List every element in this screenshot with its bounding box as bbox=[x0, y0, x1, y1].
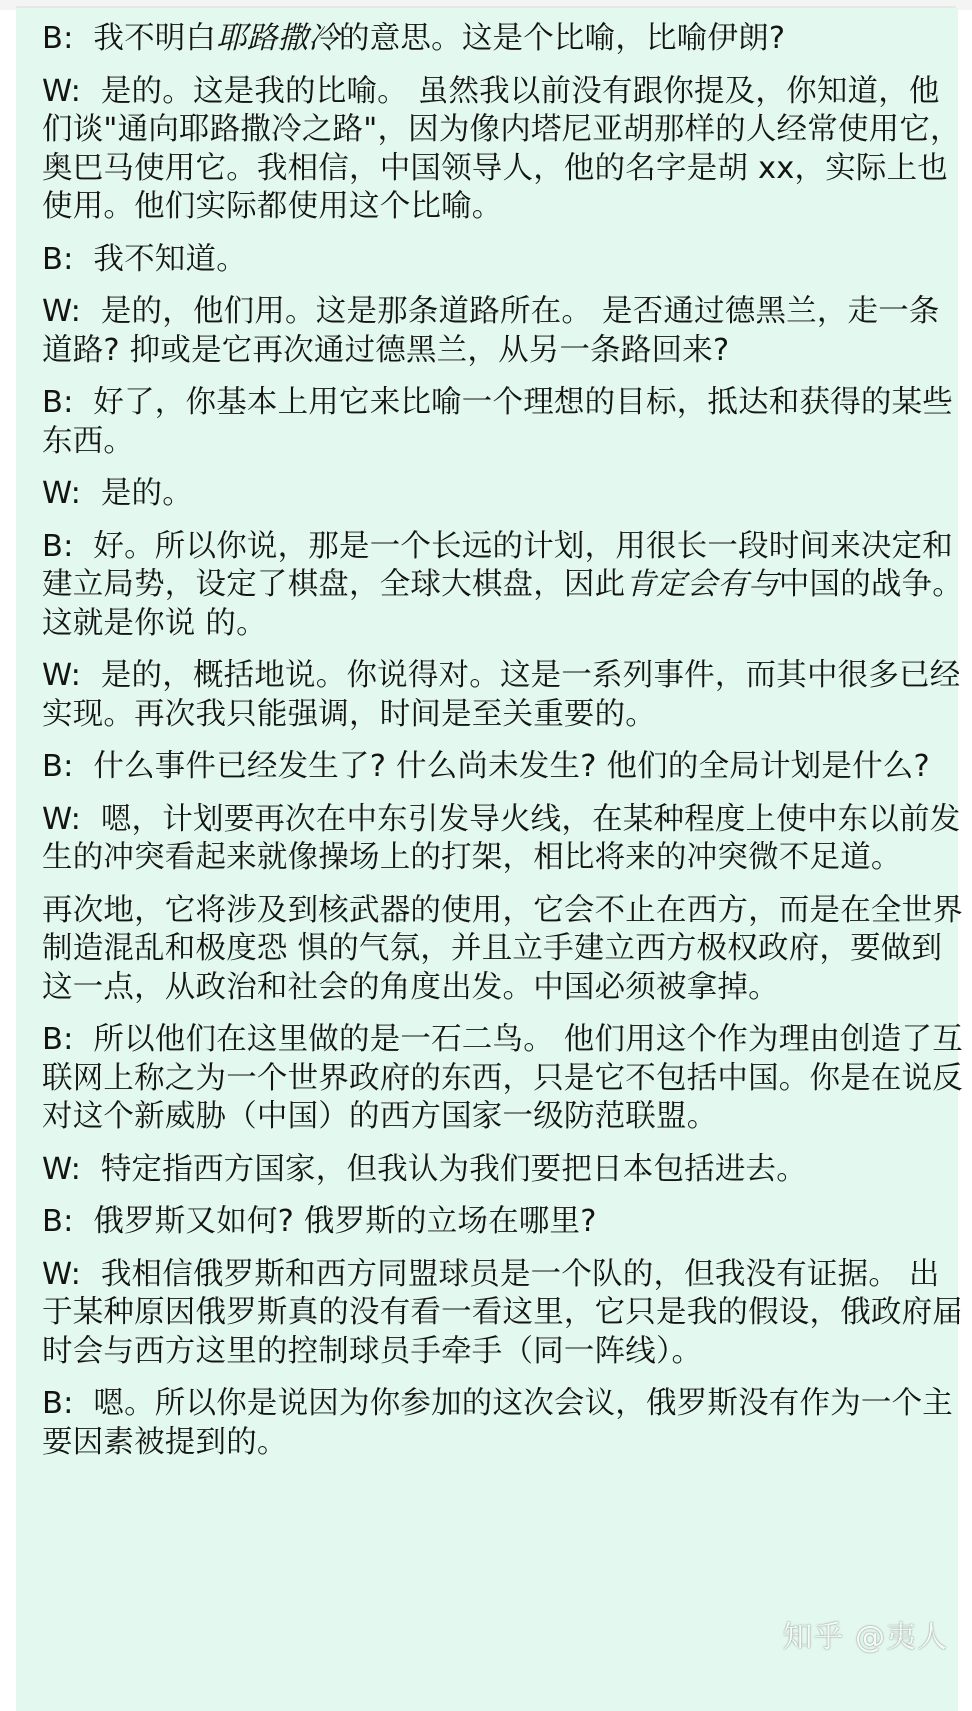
transcript-paragraph bbox=[42, 241, 968, 280]
paragraph-text: 好了，你基本上用它来比喻一个理想的目标，抵达和获得的某些东西。 bbox=[42, 385, 954, 459]
speaker-label: B: bbox=[42, 749, 74, 784]
speaker-label: W: bbox=[42, 658, 82, 693]
transcript-paragraph bbox=[42, 475, 968, 514]
paragraph-text: 再次地，它将涉及到核武器的使用，它会不止在西方，而是在全世界制造混乱和极度恐 惧的气氛，并且立手建立西方极权政府，要做到这一点，从政治和社会的角度出发。中国必须被拿掉。 bbox=[42, 892, 963, 1005]
paragraph-text: 什么事件已经发生了? 什么尚未发生? 他们的全局计划是什么? bbox=[93, 749, 930, 784]
paragraph-text: 特定指西方国家，但我认为我们要把日本包括进去。 bbox=[100, 1151, 807, 1187]
transcript-paragraph bbox=[42, 528, 968, 644]
paragraph-text: 是的。 bbox=[100, 476, 193, 511]
transcript-paragraph bbox=[42, 1151, 968, 1190]
emphasized-text: 肯定会有与 bbox=[625, 567, 779, 602]
paragraph-text: 我相信俄罗斯和西方同盟球员是一个队的，但我没有证据。 出于某种原因俄罗斯真的没有看一看这里，它只是我的假设，俄政府届时会与西方这里的控制球员手牵手（同一阵线）。 bbox=[42, 1256, 963, 1369]
paragraph-text: 所以他们在这里做的是一石二鸟。 他们用这个作为理由创造了互联网上称之为一个世界政府的东西，只是它不包括中国。你是在说反对这个新威胁（中国）的西方国家一级防范联盟。 bbox=[42, 1022, 963, 1134]
speaker-label: W: bbox=[42, 73, 82, 109]
transcript-paragraph bbox=[42, 1021, 968, 1137]
paragraph-text: 的意思。这是个比喻，比喻伊朗? bbox=[339, 21, 786, 56]
speaker-label: W: bbox=[42, 801, 82, 837]
paragraph-text: 嗯，计划要再次在中东引发导火线，在某种程度上使中东以前发生的冲突看起来就像操场上的打架，相比将来的冲突微不足道。 bbox=[42, 801, 961, 875]
transcript-paragraph bbox=[42, 1203, 968, 1242]
speaker-label: W: bbox=[42, 1256, 82, 1292]
zhihu-watermark: 知乎 @夷人 bbox=[782, 1620, 948, 1655]
transcript-text bbox=[42, 20, 968, 1476]
paragraph-text: 我不明白 bbox=[93, 21, 217, 56]
paragraph-text: 是的，他们用。这是那条道路所在。 是否通过德黑兰，走一条道路? 抑或是它再次通过德黑兰，从另一条路回来? bbox=[42, 294, 940, 368]
transcript-paragraph bbox=[42, 892, 968, 1008]
speaker-label: B: bbox=[42, 385, 74, 420]
paragraph-text: 嗯。所以你是说因为你参加的这次会议，俄罗斯没有作为一个主要因素被提到的。 bbox=[42, 1386, 954, 1460]
transcript-panel bbox=[16, 8, 964, 1711]
transcript-paragraph bbox=[42, 384, 968, 461]
speaker-label: W: bbox=[42, 476, 82, 511]
paragraph-text: 我不知道。 bbox=[93, 241, 247, 277]
speaker-label: W: bbox=[42, 294, 82, 329]
transcript-paragraph bbox=[42, 1385, 968, 1462]
speaker-label: B: bbox=[42, 21, 74, 56]
paragraph-text: 好。所以你说，那是一个长远的计划，用很长一段时间来决定和建立局势，设定了棋盘，全球大棋盘，因此 bbox=[42, 528, 954, 602]
speaker-label: B: bbox=[42, 1204, 74, 1239]
paragraph-text: 俄罗斯又如何? 俄罗斯的立场在哪里? bbox=[93, 1204, 597, 1239]
transcript-paragraph bbox=[42, 748, 968, 787]
speaker-label: B: bbox=[42, 528, 74, 564]
speaker-label: B: bbox=[42, 1386, 74, 1421]
speaker-label: B: bbox=[42, 241, 74, 277]
speaker-label: B: bbox=[42, 1022, 74, 1057]
transcript-paragraph bbox=[42, 657, 968, 734]
emphasized-text: 耶路撒冷 bbox=[216, 21, 340, 56]
paragraph-text: 是的，概括地说。你说得对。这是一系列事件，而其中很多已经实现。再次我只能强调，时间是至关重要的。 bbox=[42, 658, 961, 732]
transcript-paragraph bbox=[42, 73, 968, 227]
transcript-paragraph bbox=[42, 801, 968, 878]
transcript-paragraph bbox=[42, 1256, 968, 1372]
transcript-paragraph bbox=[42, 20, 968, 59]
transcript-paragraph bbox=[42, 293, 968, 370]
paragraph-text: 是的。这是我的比喻。 虽然我以前没有跟你提及，你知道，他们谈"通向耶路撒冷之路"，因为像内塔尼亚胡那样的人经常使用它，奥巴马使用它。我相信，中国领导人，他的名字是胡 xx，实际上也使用。他们实际都使用这个比喻。 bbox=[42, 73, 961, 224]
paragraph-text: 中国的战争。这就是你说 的。 bbox=[42, 567, 964, 641]
speaker-label: W: bbox=[42, 1151, 82, 1187]
